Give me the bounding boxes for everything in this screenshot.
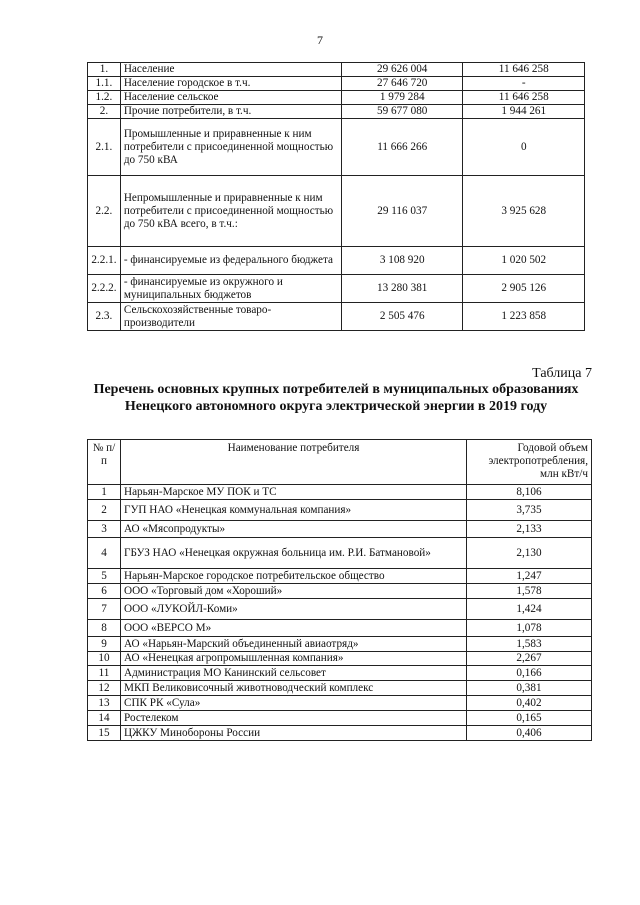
row-value-2: 1 223 858 [463, 303, 585, 331]
table-row [88, 176, 585, 247]
table-row [88, 538, 592, 569]
table-row [88, 63, 585, 77]
row-value-1: 2 505 476 [341, 303, 463, 331]
row-value-2: 11 646 258 [463, 91, 585, 105]
consumer-name: АО «Ненецкая агропромышленная компания» [121, 652, 467, 666]
consumer-name: АО «Мясопродукты» [121, 521, 467, 538]
row-number: 1. [88, 63, 121, 77]
row-value-2: - [463, 77, 585, 91]
consumption-value: 0,402 [467, 696, 592, 711]
consumer-name: ООО «ЛУКОЙЛ-Коми» [121, 599, 467, 620]
table-row [88, 77, 585, 91]
consumer-name: СПК РК «Сула» [121, 696, 467, 711]
row-number: 2. [88, 105, 121, 119]
row-number: 10 [88, 652, 121, 666]
row-value-1: 59 677 080 [341, 105, 463, 119]
table-row [88, 681, 592, 696]
header-name: Наименование потребителя [121, 440, 467, 485]
consumer-name: Администрация МО Канинский сельсовет [121, 666, 467, 681]
row-value-1: 1 979 284 [341, 91, 463, 105]
table-row [88, 569, 592, 584]
row-number: 1 [88, 485, 121, 500]
row-name: Прочие потребители, в т.ч. [120, 105, 341, 119]
row-number: 14 [88, 711, 121, 726]
table-row [88, 637, 592, 652]
consumer-name: Нарьян-Марское городское потребительское общество [121, 569, 467, 584]
row-name: Население сельское [120, 91, 341, 105]
consumer-name: Ростелеком [121, 711, 467, 726]
row-number: 4 [88, 538, 121, 569]
consumer-name: АО «Нарьян-Марский объединенный авиаотряд» [121, 637, 467, 652]
row-number: 9 [88, 637, 121, 652]
consumption-value: 2,130 [467, 538, 592, 569]
row-value-2: 1 020 502 [463, 247, 585, 275]
row-name: Непромышленные и приравненные к ним потребители с присоединенной мощностью до 750 кВА всего, в т.ч.: [120, 176, 341, 247]
consumption-value: 1,247 [467, 569, 592, 584]
table-row [88, 620, 592, 637]
row-number: 1.1. [88, 77, 121, 91]
consumption-value: 2,267 [467, 652, 592, 666]
row-number: 8 [88, 620, 121, 637]
consumption-value: 3,735 [467, 500, 592, 521]
row-name: Промышленные и приравненные к ним потребители с присоединенной мощностью до 750 кВА [120, 119, 341, 176]
row-number: 1.2. [88, 91, 121, 105]
row-value-1: 11 666 266 [341, 119, 463, 176]
consumption-value: 8,106 [467, 485, 592, 500]
row-value-2: 0 [463, 119, 585, 176]
consumer-name: ООО «ВЕРСО М» [121, 620, 467, 637]
consumption-value: 2,133 [467, 521, 592, 538]
major-consumers-table [87, 439, 592, 741]
row-value-1: 13 280 381 [341, 275, 463, 303]
table-row [88, 599, 592, 620]
row-number: 7 [88, 599, 121, 620]
row-value-1: 29 116 037 [341, 176, 463, 247]
row-name: Население [120, 63, 341, 77]
table-row [88, 485, 592, 500]
table-row [88, 726, 592, 741]
row-value-1: 27 646 720 [341, 77, 463, 91]
table-row [88, 303, 585, 331]
table6-body [88, 63, 585, 331]
row-number: 11 [88, 666, 121, 681]
table-row [88, 119, 585, 176]
table-title: Перечень основных крупных потребителей в муниципальных образованиях Ненецкого автономного округа электрической энергии в 2019 году [93, 382, 579, 414]
table-row [88, 500, 592, 521]
header-value: Годовой объем электропотребления, млн кВт/ч [467, 440, 592, 485]
row-name: - финансируемые из окружного и муниципальных бюджетов [120, 275, 341, 303]
table-row [88, 696, 592, 711]
consumption-value: 1,583 [467, 637, 592, 652]
row-number: 3 [88, 521, 121, 538]
consumption-value: 1,578 [467, 584, 592, 599]
row-number: 2.2.1. [88, 247, 121, 275]
table-row [88, 247, 585, 275]
row-number: 2.2.2. [88, 275, 121, 303]
row-number: 6 [88, 584, 121, 599]
consumer-name: ООО «Торговый дом «Хороший» [121, 584, 467, 599]
consumption-value: 1,078 [467, 620, 592, 637]
table-row [88, 521, 592, 538]
header-num: № п/п [88, 440, 121, 485]
row-number: 2.1. [88, 119, 121, 176]
row-number: 15 [88, 726, 121, 741]
consumer-name: ГУП НАО «Ненецкая коммунальная компания» [121, 500, 467, 521]
row-value-2: 3 925 628 [463, 176, 585, 247]
consumption-value: 0,166 [467, 666, 592, 681]
table-row [88, 584, 592, 599]
consumer-name: ЦЖКУ Минобороны России [121, 726, 467, 741]
consumption-table-6 [87, 62, 585, 331]
table-row [88, 711, 592, 726]
consumption-value: 0,406 [467, 726, 592, 741]
row-value-2: 2 905 126 [463, 275, 585, 303]
row-number: 5 [88, 569, 121, 584]
row-name: Сельскохозяйственные товаро-производители [120, 303, 341, 331]
table-row [88, 91, 585, 105]
row-number: 2 [88, 500, 121, 521]
row-value-1: 29 626 004 [341, 63, 463, 77]
table-label: Таблица 7 [532, 366, 592, 381]
consumption-value: 0,381 [467, 681, 592, 696]
consumption-value: 0,165 [467, 711, 592, 726]
row-number: 2.3. [88, 303, 121, 331]
table-row [88, 275, 585, 303]
row-number: 12 [88, 681, 121, 696]
table-row [88, 652, 592, 666]
table-row [88, 666, 592, 681]
consumer-name: МКП Великовисочный животноводческий комплекс [121, 681, 467, 696]
table7-body [88, 485, 592, 741]
consumer-name: Нарьян-Марское МУ ПОК и ТС [121, 485, 467, 500]
row-value-2: 11 646 258 [463, 63, 585, 77]
row-name: - финансируемые из федерального бюджета [120, 247, 341, 275]
consumer-name: ГБУЗ НАО «Ненецкая окружная больница им. Р.И. Батмановой» [121, 538, 467, 569]
row-name: Население городское в т.ч. [120, 77, 341, 91]
row-number: 2.2. [88, 176, 121, 247]
consumption-value: 1,424 [467, 599, 592, 620]
table-row [88, 105, 585, 119]
row-number: 13 [88, 696, 121, 711]
page-number: 7 [317, 33, 323, 47]
row-value-1: 3 108 920 [341, 247, 463, 275]
table7-header-row [88, 440, 592, 485]
row-value-2: 1 944 261 [463, 105, 585, 119]
